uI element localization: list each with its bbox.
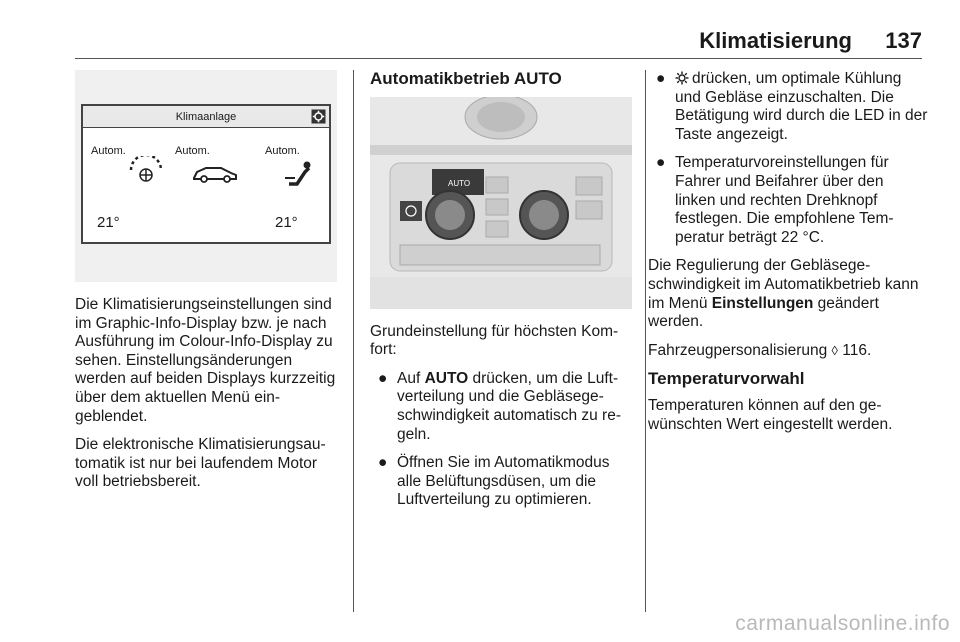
section-heading: Automatikbetrieb AUTO — [370, 69, 562, 88]
list-item: ● Temperaturvoreinstellungen für Fahrer und Beifahrer über den linken und rechten Drehknopf festlegen. Die empfohlene Temperatur beträgt 22 °C. — [656, 154, 894, 246]
paragraph: Grundeinstellung für höchsten Komfort: — [370, 322, 619, 359]
paragraph: Die elektronische Klimatisierungsautomatik ist nur bei laufendem Motor voll betriebsbereit. — [75, 436, 326, 491]
screen-title: Klimaanlage — [175, 111, 237, 123]
climate-screen — [81, 104, 331, 244]
bullet-icon: ● — [656, 154, 666, 172]
section-heading: Temperaturvorwahl — [648, 369, 805, 389]
header-divider — [75, 58, 922, 59]
paragraph: Fahrzeugpersonalisierung ◊ 116. — [648, 341, 872, 359]
page-ref-arrow-icon: ◊ — [831, 342, 838, 358]
paragraph: Die Klimatisierungseinstellungen sind im Graphic-Info-Display bzw. je nach Ausführung im Colour-Info-Display zu sehen. Einstellungsänderungen werden auf beiden Displays kurzzeitig über dem aktuellen Menü eingeblendet. — [75, 296, 336, 425]
paragraph: Die Regulierung der Gebläsegeschwindigkeit im Automatikbetrieb kann im Menü Einstellungen geändert werden. — [648, 257, 919, 331]
screen-titlebar — [83, 106, 329, 128]
bullet-icon: ● — [378, 454, 388, 472]
column-left — [75, 70, 337, 502]
column-middle — [370, 70, 632, 520]
auto-button-label: AUTO — [448, 178, 471, 188]
car-icon — [191, 164, 239, 184]
list-item: ● Öffnen Sie im Automatikmodus alle Belüftungsdüsen, um die Luftverteilung zu optimieren. — [378, 454, 610, 509]
control-panel-drawing — [370, 97, 632, 309]
paragraph: Temperaturen können auf den gewünschten Wert eingestellt werden. — [648, 396, 893, 433]
bullet-icon: ● — [656, 70, 666, 87]
screen-label-auto: Autom. — [265, 145, 300, 157]
temp-right: 21° — [275, 214, 298, 231]
page-number: 137 — [885, 28, 922, 53]
column-right — [648, 70, 928, 444]
column-divider — [645, 70, 646, 612]
list-item: ● Auf AUTO drücken, um die Luftverteilung und die Gebläsegeschwindigkeit automatisch zu regeln. — [378, 369, 621, 443]
column-divider — [353, 70, 354, 612]
bullet-list — [370, 370, 632, 510]
settings-menu-keyword: Einstellungen — [711, 294, 814, 312]
auto-keyword: AUTO — [424, 369, 469, 387]
page-reference: 116. — [837, 341, 872, 359]
list-item: ● drücken, um optimale Kühlung und Gebläse einzuschalten. Die Betätigung wird durch die LED in der Taste angezeigt. — [656, 70, 928, 143]
climate-display-figure — [75, 70, 337, 282]
page-title: Klimatisierung — [699, 28, 852, 53]
bullet-icon: ● — [378, 369, 388, 387]
settings-icon — [311, 109, 326, 124]
climate-control-panel-figure — [370, 97, 632, 309]
temp-left: 21° — [97, 214, 120, 231]
screen-label-auto: Autom. — [91, 145, 126, 157]
bullet-list — [648, 70, 928, 247]
screen-label-auto: Autom. — [175, 145, 210, 157]
fan-icon — [125, 156, 167, 184]
seat-airflow-icon — [281, 160, 315, 188]
watermark: carmanualsonline.info — [735, 612, 950, 635]
ac-icon — [675, 71, 689, 85]
